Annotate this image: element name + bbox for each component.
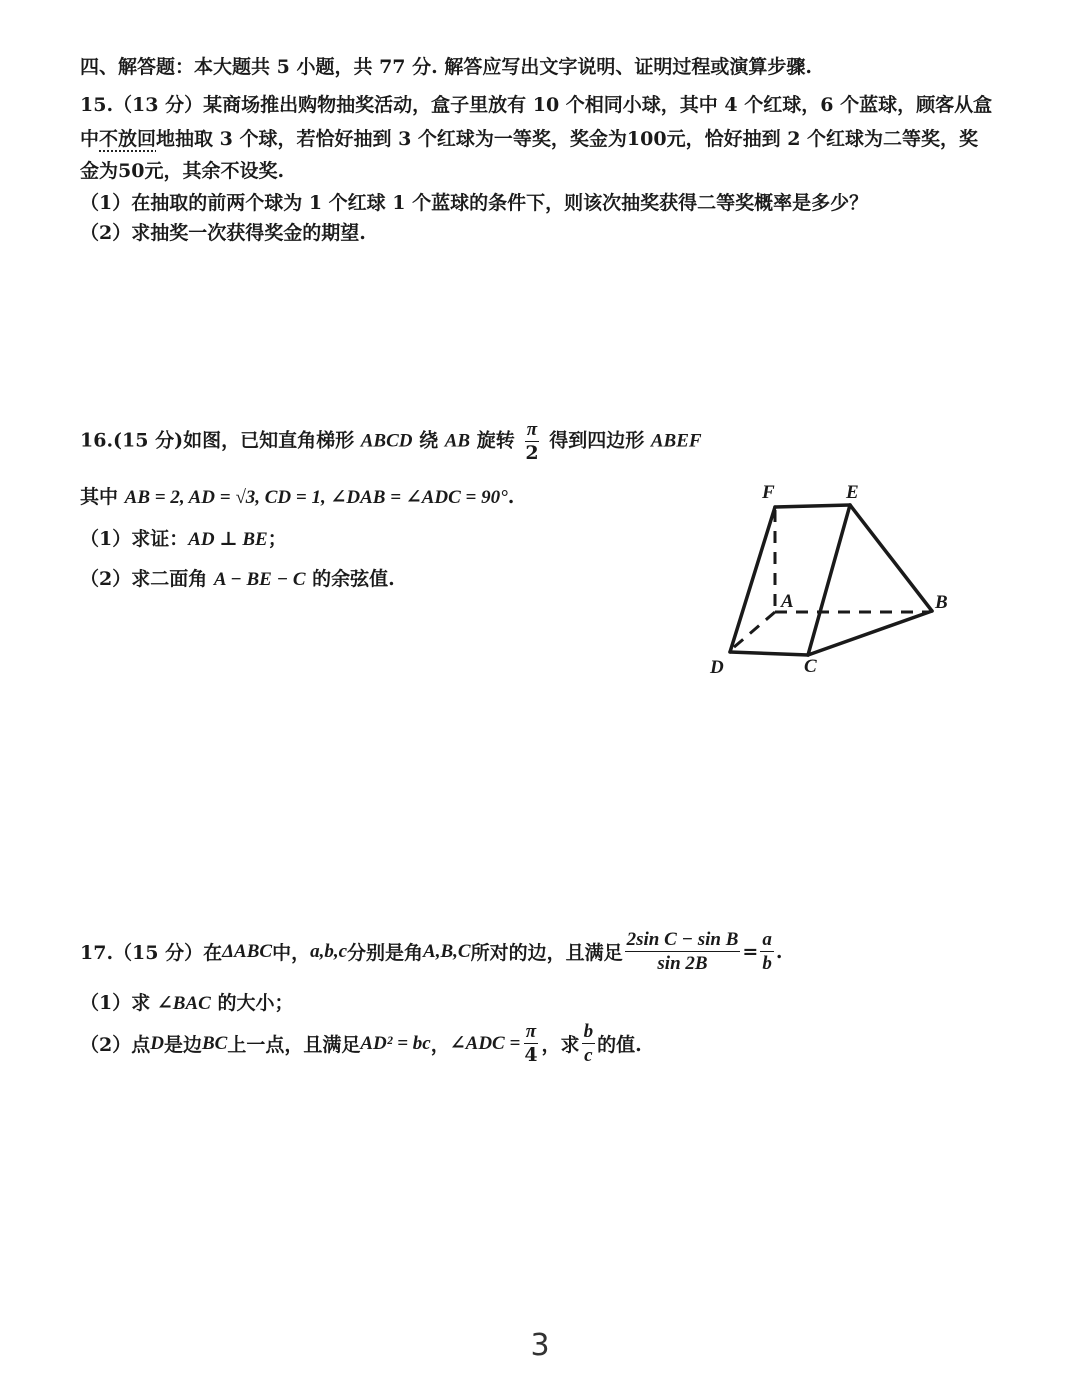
q15-line-3: 金为50元，其余不设奖. — [80, 160, 285, 182]
page-number: 3 — [530, 1328, 550, 1363]
q16-frac-num: π — [526, 419, 538, 440]
q17-point-d: D — [150, 1032, 164, 1054]
q17-intro-text: 17.（15 分）在 — [80, 942, 223, 964]
q17-part-1-math: ∠BAC — [156, 993, 211, 1014]
q17-intro — [80, 930, 782, 973]
q17-fraction-4 — [582, 1022, 596, 1065]
q17-part-2-text: 是边 — [163, 1034, 202, 1056]
q16-intro-text-4: 得到四边形 — [549, 429, 645, 452]
q16-part-1-math: AD ⊥ BE — [188, 529, 268, 550]
q17-sides: a,b,c — [310, 940, 348, 962]
q15-part-2: （2）求抽奖一次获得奖金的期望. — [80, 222, 366, 244]
q16-part-1-pre: （1）求证： — [80, 528, 189, 550]
q15-emphasis-dotted: 不放回 — [99, 128, 157, 150]
label-c: C — [804, 656, 817, 677]
q17-ad-squared: AD² = bc — [360, 1032, 431, 1054]
q17-part-2-text-3: ，求 — [541, 1034, 580, 1056]
q17-angle-adc: ∠ADC = — [449, 1033, 521, 1054]
q17-angles: A,B,C — [423, 940, 471, 962]
q17-frac2-num: a — [762, 929, 772, 950]
q15-part-1: （1）在抽取的前两个球为 1 个红球 1 个蓝球的条件下，则该次抽奖获得二等奖概率是多少？ — [80, 192, 869, 214]
q17-part-2-pre: （2）点 — [80, 1034, 151, 1056]
q16-quad-name: ABEF — [650, 430, 702, 452]
q17-part-2 — [80, 1022, 642, 1065]
q17-side-bc: BC — [201, 1032, 228, 1054]
q17-frac2-den: b — [762, 953, 772, 974]
q17-intro-post: . — [775, 940, 783, 963]
q17-part-2-text-2: 上一点，且满足 — [227, 1034, 361, 1056]
edge-eb — [850, 505, 932, 611]
q17-triangle: ΔABC — [222, 940, 273, 962]
q17-frac3-den: 4 — [524, 1044, 538, 1066]
q17-fraction-1 — [625, 930, 741, 973]
q17-frac4-num: b — [583, 1021, 594, 1042]
q17-part-1-pre: （1）求 — [80, 992, 151, 1014]
q17-intro-text-2: 中， — [272, 942, 311, 964]
q16-part-2-post: 的余弦值. — [312, 568, 395, 590]
q17-frac1-den: sin 2B — [657, 953, 708, 974]
label-f: F — [762, 482, 775, 503]
q16-given-conditions: AB = 2, AD = √3, CD = 1, ∠DAB = ∠ADC = 90° — [124, 487, 508, 508]
label-a: A — [781, 591, 794, 612]
q16-intro-text-2: 绕 — [419, 429, 439, 452]
edge-dc — [730, 652, 808, 655]
q16-given-post: . — [507, 486, 515, 508]
q17-frac4-den: c — [584, 1045, 593, 1066]
q17-part-1 — [80, 988, 293, 1015]
label-d: D — [710, 657, 724, 678]
q16-intro-text-3: 旋转 — [476, 429, 515, 452]
q17-equals: = — [742, 940, 759, 963]
q17-frac1-num: 2sin C − sin B — [626, 929, 739, 950]
q17-part-1-post: 的大小； — [217, 992, 294, 1014]
q16-intro-text: 16.(15 分)如图，已知直角梯形 — [80, 429, 355, 452]
q17-intro-text-4: 所对的边，且满足 — [470, 942, 623, 964]
q15-line-2-pre: 中 — [80, 128, 100, 150]
q16-trapezoid-name: ABCD — [360, 430, 413, 452]
label-b: B — [935, 592, 948, 613]
q16-axis-name: AB — [444, 430, 471, 452]
q16-frac-den: 2 — [525, 442, 539, 464]
q16-given-pre: 其中 — [80, 486, 119, 508]
q16-part-1-post: ； — [267, 528, 287, 550]
q16-part-2-pre: （2）求二面角 — [80, 568, 208, 590]
label-e: E — [846, 482, 859, 503]
q17-intro-text-3: 分别是角 — [347, 942, 424, 964]
q16-part-2-math: A − BE − C — [213, 569, 306, 590]
q17-part-2-post: 的值. — [597, 1034, 642, 1056]
edge-ec — [808, 505, 850, 655]
q17-fraction-2 — [760, 930, 774, 973]
edge-cb — [808, 611, 932, 655]
q15-line-1: 15.（13 分）某商场推出购物抽奖活动，盒子里放有 10 个相同小球，其中 4 个红球，6 个蓝球，顾客从盒 — [80, 94, 993, 116]
edge-fe — [775, 505, 850, 507]
q17-comma: ， — [430, 1034, 450, 1056]
q17-fraction-3 — [522, 1022, 539, 1065]
section-header: 四、解答题：本大题共 5 小题，共 77 分. 解答应写出文字说明、证明过程或演算步骤. — [80, 56, 812, 78]
q15-line-2-post: 地抽取 3 个球，若恰好抽到 3 个红球为一等奖，奖金为100元，恰好抽到 2 个红球为二等奖，奖 — [156, 128, 979, 150]
q17-frac3-num: π — [525, 1021, 537, 1042]
